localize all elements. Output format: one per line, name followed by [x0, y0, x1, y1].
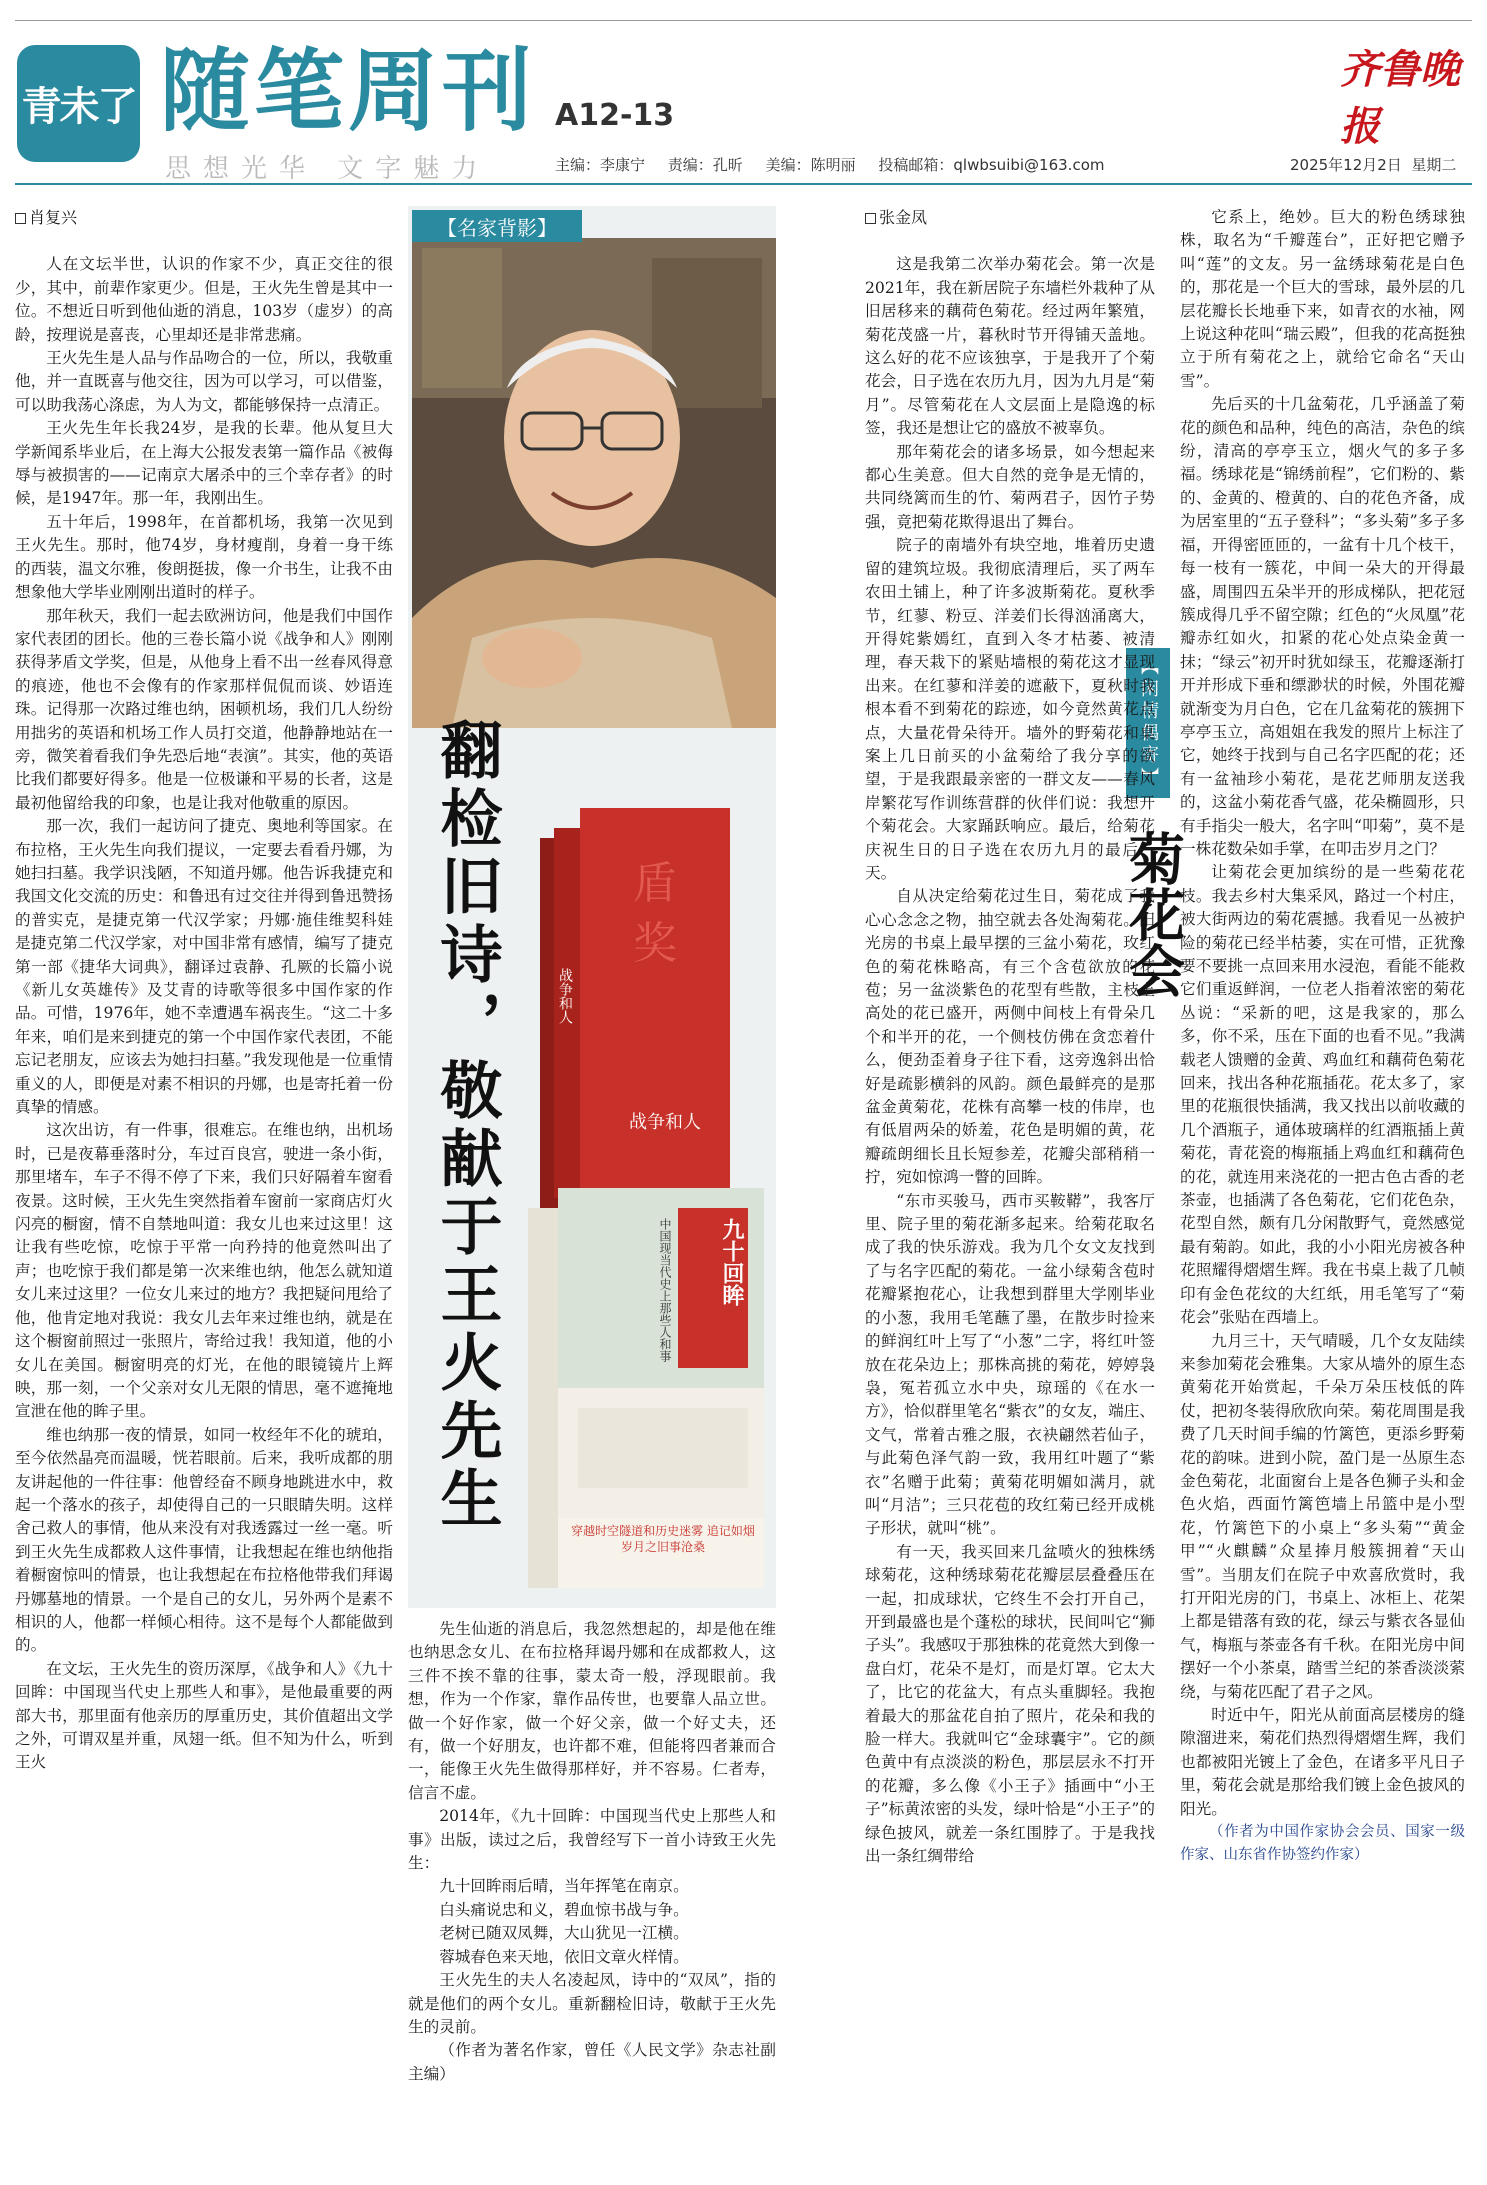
article2-column1	[865, 206, 1155, 2166]
article1-paragraph: 王火先生年长我24岁，是我的长辈。他从复旦大学新闻系毕业后，在上海大公报发表第一篇作品《被侮辱与被损害的——记南京大屠杀中的三个幸存者》的时候，是1947年。那一年，我刚出生。	[15, 419, 393, 508]
section-title: 随笔周刊	[160, 38, 536, 144]
page-code: A12-13	[555, 98, 675, 133]
credit-email: 投稿邮箱：qlwbsuibi@163.com	[878, 156, 1105, 174]
poem-line: 白头痛说忠和义，碧血惊书战与争。	[439, 1900, 689, 1919]
poem-line: 老树已随双凤舞，大山犹见一江横。	[439, 1924, 689, 1943]
book2-title: 九十回眸	[719, 1218, 745, 1306]
byline-box-icon	[15, 213, 26, 224]
author-portrait-photo	[412, 238, 776, 728]
article1-paragraph: 这次出访，有一件事，很难忘。在维也纳，出机场时，已是夜幕垂落时分，车过百良宫，驶进一条小街，那里堵车，车子不得不停了下来，我们只好隔着车窗看夜景。这时候，王火先生突然指着车窗前一家商店灯火闪亮的橱窗，情不自禁地叫道：我女儿也来过这里！这让我有些吃惊，吃惊于平常一向矜持的他竟然叫出了声；也吃惊于我们都是第一次来维也纳，他怎么就知道女儿来过这里？一位女儿来过的地方？我把疑问甩给了他，他肯定地对我说：我女儿去年来过维也纳，就是在这个橱窗前照过一张照片，寄给过我！我知道，他的小女儿在美国。橱窗明亮的灯光，在他的眼镜镜片上辉映，那一刻，一个父亲对女儿无限的情思，毫不遮掩地宣泄在他的眸子里。	[15, 1121, 393, 1421]
credit-chief-editor: 主编：李康宁	[555, 156, 646, 174]
section-logo-text: 青未了	[21, 84, 136, 130]
portrait-illustration	[412, 238, 776, 728]
credit-editor: 责编：孔昕	[667, 156, 743, 174]
article1-paragraph: 2014年，《九十回眸：中国现当代史上那些人和事》出版，读过之后，我曾经写下一首小诗致王火先生：	[408, 1807, 776, 1873]
article1-author: 肖复兴	[29, 208, 78, 227]
dedication-poem	[408, 1875, 776, 1969]
article2-column2	[1180, 206, 1465, 2166]
leisure-column-tag: 【闲情偶寄】	[1126, 648, 1170, 798]
war-and-people-book-illustration	[540, 808, 730, 1228]
svg-text:奖: 奖	[633, 918, 677, 969]
section-slogan: 思想光华 文字魅力	[165, 154, 490, 184]
poem-line: 蓉城春色来天地，依旧文章火样情。	[439, 1947, 689, 1966]
article1-paragraph: 王火先生是人品与作品吻合的一位，所以，我敬重他，并一直既喜与他交往，因为可以学习，可以借鉴，可以助我荡心涤虑，为人为文，都能够保持一点清正。	[15, 349, 393, 414]
book1-title: 战争和人	[629, 1112, 701, 1133]
article1-author-bio: （作者为著名作家，曾任《人民文学》杂志社副主编）	[408, 2041, 776, 2083]
article2-paragraph: 九月三十，天气晴暖，几个女友陆续来参加菊花会雅集。大家从墙外的原生态黄菊花开始赏起，千朵万朵压枝低的阵仗，把初冬装得欣欣向荣。菊花周围是我费了几天时间手编的竹篱笆，更添乡野菊花的韵味。进到小院，盈门是一丛原生态金色菊花，北面窗台上是各色狮子头和金色火焰，西面竹篱笆墙上吊篮中是小型花，竹篱笆下的小桌上“多头菊”“黄金甲”“火麒麟”众星捧月般簇拥着“天山雪”。当朋友们在院子中欢喜欣赏时，我打开阳光房的门，书桌上、冰柜上、花架上都是错落有致的花，绿云与紫衣各显仙气，梅瓶与茶壶各有千秋。在阳光房中间摆好一个小茶桌，踏雪兰纪的茶香淡淡萦绕，与菊花匹配了君子之风。	[1180, 1331, 1465, 1701]
article2-paragraph: 它系上，绝妙。巨大的粉色绣球独株，取名为“千瓣莲台”，正好把它赠予叫“莲”的文友。另一盆绣球菊花是白色的，那花是一个巨大的雪球，最外层的几层花瓣长长地垂下来，如青衣的水袖，网上说这种花叫“瑞云殿”，但我的花高挺独立于所有菊花之上，就给它命名“天山雪”。	[1180, 208, 1465, 390]
article2-paragraph: 自从决定给菊花过生日，菊花成了我心心念念之物，抽空就去各处淘菊花。阳光房的书桌上最早摆的三盆小菊花，玫红色的菊花株略高，有三个含苞欲放的花苞；另一盆淡紫色的花型有些散，主枝上高处的花已盛开，两侧中间枝上有骨朵几个和半开的花，一个侧枝仿佛在贪恋着什么，便劲歪着身子往下看，这旁逸斜出恰好是疏影横斜的风韵。颜色最鲜亮的是那盆金黄菊花，花株有高攀一枝的伟岸，也有低眉两朵的娇羞，花色是明媚的黄，花瓣疏朗细长且长短参差，花瓣尖部稍稍一拧，宛如惊鸿一瞥的回眸。	[865, 887, 1155, 1187]
newspaper-brand: 齐鲁晚报	[1340, 46, 1460, 150]
book-cover-war-and-people	[540, 808, 730, 1228]
article1-paragraph: 那年秋天，我们一起去欧洲访问，他是我们中国作家代表团的团长。他的三卷长篇小说《战争和人》刚刚获得茅盾文学奖，但是，从他身上看不出一丝春风得意的痕迹，他也不会像有的作家那样侃侃而谈、妙语连珠。记得那一次路过维也纳，困顿机场，我们几人纷纷用拙劣的英语和机场工作人员打交道，他静静地站在一旁，微笑着看我们争先恐后地“表演”。其实，他的英语比我们都要好得多。他是一位极谦和平易的长者，这是最初他留给我的印象，也是让我对他敬重的原因。	[15, 606, 393, 812]
book2-caption: 穿越时空隧道和历史迷雾 追记如烟岁月之旧事沧桑	[571, 1524, 755, 1554]
article1-byline	[15, 206, 393, 229]
article2-headline: 菊花会	[1120, 830, 1186, 998]
article1-paragraph: 那一次，我们一起访问了捷克、奥地利等国家。在布拉格，王火先生向我们提议，一定要去看看丹娜，为她扫扫墓。我学识浅陋，不知道丹娜。他告诉我捷克和我国文化交流的历史：和鲁迅有过交往并得到鲁迅赞扬的普实克，是捷克第一代汉学家；丹娜·施佳维契科娃是捷克第二代汉学家，对中国非常有感情，编写了捷克第一部《捷华大词典》，翻译过袁静、孔厥的长篇小说《新儿女英雄传》及艾青的诗歌等很多中国作家的作品。可惜，1976年，她不幸遭遇车祸丧生。“这二十多年来，咱们是来到捷克的第一个中国作家代表团，不能忘记老朋友，应该去为她扫扫墓。”我发现他是一位重情重义的人，即便是对素不相识的丹娜，也是寄托着一份真挚的情感。	[15, 817, 393, 1117]
article2-paragraph: 让菊花会更加缤纷的是一些菊花花枝。我去乡村大集采风，路过一个村庄，被大街两边的菊花震撼。我看见一丛被护险的菊花已经半枯萎，实在可惜，正犹豫要不要挑一点回来用水浸泡，看能不能救它们重返鲜润，一位老人指着浓密的菊花丛说：“采新的吧，这是我家的，那么多，你不采，压在下面的也看不见。”我满载老人馈赠的金黄、鸡血红和藕荷色菊花回来，找出各种花瓶插花。花太多了，家里的花瓶很快插满，我又找出以前收藏的几个酒瓶子，通体玻璃样的红酒瓶插上黄菊花，青花瓷的梅瓶插上鸡血红和藕荷色的花，就连用来浇花的一把古色古香的老茶壶，也插满了各色菊花，它们花色杂，花型自然，颇有几分闲散野气，竟然感觉最有菊韵。如此，我的小小阳光房被各种花照耀得熠熠生辉。我在书桌上裁了几帧印有金色花纹的大红纸，用毛笔写了“菊花会”张贴在西墙上。	[1180, 863, 1465, 1327]
background-column-tag: 【名家背影】	[412, 210, 582, 242]
article1-paragraph: 维也纳那一夜的情景，如同一枚经年不化的琥珀，至今依然晶亮而温暖，恍若眼前。后来，我听成都的朋友讲起他的一件往事：他曾经奋不顾身地跳进水中，救起一个落水的孩子，却使得自己的一只眼睛失明。这样舍己救人的事情，他从来没有对我透露过一丝一毫。听到王火先生成都救人这件事情，让我想起在维也纳他指着橱窗惊叫的情景，也让我想起在布拉格他带我们拜谒丹娜墓地的情景。一个是自己的女儿，另外两个是素不相识的人，他都一样倾心相待。这不是每个人都能做到的。	[15, 1425, 393, 1655]
svg-text:盾: 盾	[633, 858, 677, 909]
article1-paragraph: 人在文坛半世，认识的作家不少，真正交往的很少，其中，前辈作家更少。但是，王火先生曾是其中一位。不想近日听到他仙逝的消息，103岁（虚岁）的高龄，按理说是喜丧，心里却还是非常悲痛。	[15, 255, 393, 344]
article2-paragraph: 那年菊花会的诸多场景，如今想起来都心生美意。但大自然的竞争是无情的，共同绕篱而生的竹、菊两君子，因竹子势强，竟把菊花欺得退出了舞台。	[865, 442, 1155, 531]
article1-headline: 翻检旧诗，敬献于王火先生	[430, 718, 503, 1534]
article2-byline	[865, 206, 1155, 229]
article2-author-bio: （作者为中国作家协会会员、国家一级作家、山东省作协签约作家）	[1180, 1824, 1465, 1864]
byline-box-icon	[865, 213, 876, 224]
masthead-top-rule	[15, 20, 1472, 21]
article2-paragraph: 院子的南墙外有块空地，堆着历史遗留的建筑垃圾。我彻底清理后，买了两车农田土铺上，种了许多波斯菊花。夏秋季节，红蓼、粉豆、洋姜们长得汹涌离大，开得姹紫嫣红，直到入冬才枯萎、被清理，春天栽下的紧贴墙根的菊花这才显现出来。在红蓼和洋姜的遮蔽下，夏秋时我根本看不到菊花的踪迹，如今竟然黄花点点，大量花骨朵待开。墙外的野菊花和桌案上几日前买的小盆菊给了我分享的欲望，于是我跟最亲密的一群文友——春风岸繁花写作训练营群的伙伴们说：我想开个菊花会。大家踊跃响应。最后，给菊花庆祝生日的日子选在农历九月的最后一天。	[865, 536, 1155, 882]
svg-text:战争和人: 战争和人	[557, 968, 573, 1024]
issue-date: 2025年12月2日	[1290, 156, 1402, 174]
article1-paragraph: 先生仙逝的消息后，我忽然想起的，却是他在维也纳思念女儿、在布拉格拜谒丹娜和在成都救人，这三件不挨不靠的往事，蒙太奇一般，浮现眼前。我想，作为一个作家，靠作品传世，也要靠人品立世。做一个好作家，做一个好父亲，做一个好丈夫，还有，做一个好朋友，也许都不难，但能将四者兼而合一，能像王火先生做得那样好，并不容易。仁者寿，信言不虚。	[408, 1620, 776, 1802]
book2-subtitle: 中国现当代史上那些人和事	[658, 1218, 672, 1362]
article2-paragraph: 先后买的十几盆菊花，几乎涵盖了菊花的颜色和品种，纯色的高洁，杂色的缤纷，清高的亭亭玉立，烟火气的多子多福。绣球花是“锦绣前程”，它们粉的、紫的、金黄的、橙黄的、白的花色齐备，成为居室里的“五子登科”；“多头菊”多子多福，开得密匝匝的，一盆有十几个枝干，每一枝有一簇花，中间一朵大的开得最盛，周围四五朵半开的形成梯队，把花冠簇成得几乎不留空隙；红色的“火凤凰”花瓣赤红如火，扣紧的花心处点染金黄一抹；“绿云”初开时犹如绿玉，花瓣逐渐打开并形成下垂和缥渺状的时候，外围花瓣就渐变为月白色，它在几盆菊花的簇拥下亭亭玉立，高姐姐在我发的照片上标注了它，她终于找到与自己名字匹配的花；还有一盆袖珍小菊花，是花艺师朋友送我的，这盆小菊花香气盛，花朵椭圆形，只有手指尖一般大，名字叫“叩菊”，莫不是一株花数朵如手掌，在叩击岁月之门？	[1180, 395, 1465, 858]
issue-weekday: 星期二	[1411, 156, 1457, 174]
article1-paragraph: 王火先生的夫人名凌起凤，诗中的“双凤”，指的就是他们的两个女儿。重新翻检旧诗，敬献于王火先生的灵前。	[408, 1971, 776, 2036]
article2-author: 张金凤	[879, 208, 928, 227]
article2-paragraph: 时近中午，阳光从前面高层楼房的缝隙溜进来，菊花们热烈得熠熠生辉，我们也都被阳光镀上了金色，在诸多平凡日子里，菊花会就是那给我们镀上金色披风的阳光。	[1180, 1706, 1465, 1818]
section-logo	[17, 45, 140, 162]
credit-designer: 美编：陈明丽	[765, 156, 856, 174]
article1-paragraph: 在文坛，王火先生的资历深厚，《战争和人》《九十回眸：中国现当代史上那些人和事》，是他最重要的两部大书，那里面有他亲历的厚重历史，其价值超出文学之外，可谓双星并重，凤翅一纸。但不知为什么，听到王火	[15, 1659, 393, 1772]
editor-credits	[555, 154, 1122, 175]
article2-paragraph: 有一天，我买回来几盆喷火的独株绣球菊花，这种绣球菊花花瓣层层叠叠压在一起，扣成球状，它终生不会打开自己，开到最盛也是个蓬松的球状，民间叫它“狮子头”。我感叹于那独株的花竟然大到像一盘白灯，花朵不是灯，而是灯罩。它太大了，比它的花盆大，有点头重脚轻。我抱着最大的那盆花自拍了照片，花朵和我的脸一样大。我就叫它“金球囊宇”。它的颜色黄中有点淡淡的粉色，那层层永不打开的花瓣，多么像《小王子》插画中“小王子”标黄浓密的头发，绿叶恰是“小王子”的绿色披风，就差一条红围脖了。于是我找出一条红绸带给	[865, 1542, 1155, 1866]
article1-paragraph: 五十年后，1998年，在首都机场，我第一次见到王火先生。那时，他74岁，身材瘦削，身着一身干练的西装，温文尔雅，俊朗挺拔，像一介书生，让我不由想象他大学毕业刚刚出道时的样子。	[15, 512, 393, 602]
article2-paragraph: “东市买骏马，西市买鞍鞯”，我客厅里、院子里的菊花渐多起来。给菊花取名成了我的快乐游戏。我为几个女文友找到了与名字匹配的菊花。一盆小绿菊含苞时花瓣紧抱花心，让我想到群里大学刚毕业的小葱，我用毛笔蘸了墨，在散步时捡来的鲜润红叶上写了“小葱”二字，将红叶签放在花朵边上；那株高挑的菊花，婷婷袅袅，冤若孤立水中央，琼瑶的《在水一方》，恰似群里笔名“紫衣”的女友，端庄、文气，常着古雅之服，衣袂翩然若仙子，与此菊色泽气韵一致，我用红叶题了“紫衣”名赠于此菊；黄菊花明媚如满月，就叫“月洁”；三只花苞的玫红菊已经开成桃子形状，就叫“桃”。	[865, 1191, 1155, 1538]
article2-paragraph: 这是我第二次举办菊花会。第一次是2021年，我在新居院子东墙栏外栽种了从旧居移来的藕荷色菊花。经过两年繁殖，菊花茂盛一片，暮秋时节开得铺天盖地。这么好的花不应该独享，于是我开了个菊花会，日子选在农历九月，因为九月是“菊月”。尽管菊花在人文层面上是隐逸的标签，我还是想让它的盛放不被辜负。	[865, 255, 1155, 438]
masthead-bottom-rule	[15, 183, 1472, 185]
poem-line: 九十回眸雨后晴，当年挥笔在南京。	[439, 1877, 689, 1896]
book-cover-ninety-retrospect	[528, 1188, 764, 1608]
article1-column2	[408, 1618, 776, 2138]
article1-column1	[15, 206, 393, 2166]
dateline	[1290, 154, 1456, 175]
